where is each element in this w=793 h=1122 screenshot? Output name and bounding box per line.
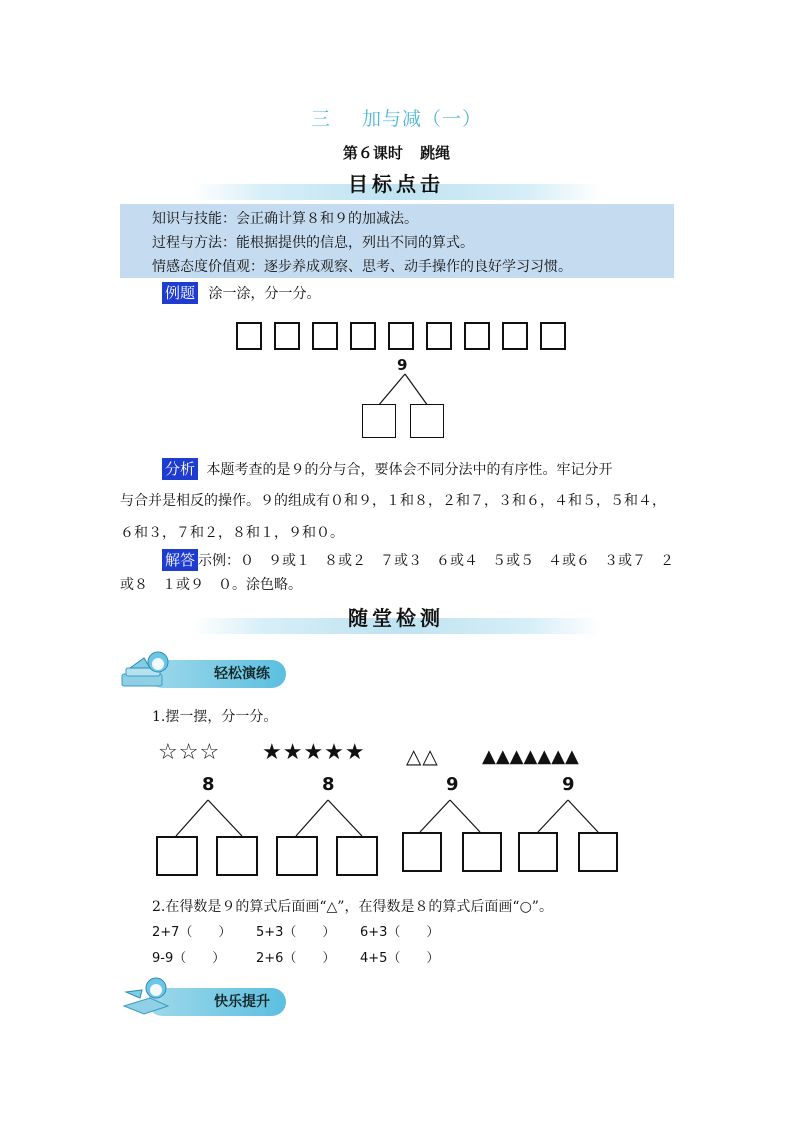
goal-label: 过程与方法：	[152, 235, 236, 251]
group-total: 9	[562, 774, 575, 795]
goal-text: 会正确计算８和９的加减法。	[236, 211, 418, 227]
split-lines-group	[150, 798, 630, 838]
lesson-heading	[0, 142, 793, 163]
color-box[interactable]	[540, 322, 566, 350]
color-box[interactable]	[350, 322, 376, 350]
example-line	[162, 282, 320, 303]
badge-label: 快乐提升	[214, 994, 270, 1010]
solid-triangle-group: ▲▲▲▲▲▲▲	[482, 746, 579, 767]
goal-label: 情感态度价值观：	[152, 259, 264, 275]
hollow-star-group: ☆☆☆	[158, 740, 221, 765]
color-box[interactable]	[502, 322, 528, 350]
goal-text: 逐步养成观察、思考、动手操作的良好学习习惯。	[264, 259, 572, 275]
color-box[interactable]	[312, 322, 338, 350]
equation-item[interactable]: 2+6（ ）	[256, 951, 336, 966]
solid-star-group: ★★★★★	[262, 740, 366, 765]
group-total: 8	[322, 774, 335, 795]
example-tag: 例题	[162, 282, 198, 304]
part-box[interactable]	[336, 836, 378, 876]
part-box[interactable]	[462, 832, 502, 872]
equation-item[interactable]: 5+3（ ）	[256, 925, 336, 940]
goal-item	[152, 232, 474, 252]
chapter-number: 三	[310, 108, 331, 130]
analysis-tag: 分析	[162, 458, 198, 480]
analysis-text: 与合并是相反的操作。９的组成有０和９，１和８，２和７，３和６，４和５，５和４，	[120, 493, 666, 509]
chapter-heading	[0, 104, 793, 131]
answer-line	[162, 549, 674, 570]
goal-item	[152, 256, 572, 276]
color-box[interactable]	[426, 322, 452, 350]
color-box[interactable]	[236, 322, 262, 350]
question-1-text: 1.摆一摆，分一分。	[152, 709, 278, 725]
badge-label: 轻松演练	[214, 666, 270, 682]
section-title-goals: 目标点击	[348, 172, 444, 196]
part-box[interactable]	[518, 832, 558, 872]
part-box[interactable]	[410, 404, 444, 438]
chapter-title: 加与减（一）	[362, 108, 483, 130]
lesson-number: 第６课时	[342, 144, 403, 162]
split-lines	[360, 372, 450, 408]
equation-item[interactable]: 2+7（ ）	[152, 925, 232, 940]
part-box[interactable]	[216, 836, 258, 876]
analysis-text: ６和３，７和２，８和１，９和０。	[120, 525, 344, 541]
question-2-text: 2.在得数是９的算式后面画“△”，在得数是８的算式后面画“○”。	[152, 899, 553, 915]
color-box[interactable]	[464, 322, 490, 350]
answer-text: 示例：０ ９或１ ８或２ ７或３ ６或４ ５或５ ４或６ ３或７ ２	[198, 553, 675, 569]
goal-label: 知识与技能：	[152, 211, 236, 227]
kid-flying-icon	[120, 976, 174, 1016]
section-title-check: 随堂检测	[348, 606, 444, 630]
part-box[interactable]	[276, 836, 318, 876]
answer-text: 或８ １或９ ０。涂色略。	[120, 577, 302, 593]
color-box[interactable]	[388, 322, 414, 350]
example-whole-number: 9	[397, 356, 408, 374]
part-box[interactable]	[402, 832, 442, 872]
example-text: 涂一涂，分一分。	[208, 286, 321, 302]
color-box[interactable]	[274, 322, 300, 350]
example-box-row	[236, 322, 576, 352]
part-box[interactable]	[156, 836, 198, 876]
part-box[interactable]	[362, 404, 396, 438]
equation-item[interactable]: 9-9（ ）	[152, 951, 226, 966]
goals-box	[120, 204, 674, 278]
part-box[interactable]	[578, 832, 618, 872]
lesson-title: 跳绳	[420, 144, 451, 162]
equation-item[interactable]: 6+3（ ）	[360, 925, 440, 940]
kid-reading-icon	[120, 648, 174, 688]
goal-text: 能根据提供的信息，列出不同的算式。	[236, 235, 474, 251]
group-total: 9	[446, 774, 459, 795]
analysis-line	[162, 458, 612, 479]
hollow-triangle-group: △△	[406, 744, 439, 768]
equation-item[interactable]: 4+5（ ）	[360, 951, 440, 966]
analysis-text: 本题考查的是９的分与合，要体会不同分法中的有序性。牢记分开	[206, 462, 613, 478]
group-total: 8	[202, 774, 215, 795]
goal-item	[152, 208, 418, 228]
answer-tag: 解答	[162, 549, 198, 571]
